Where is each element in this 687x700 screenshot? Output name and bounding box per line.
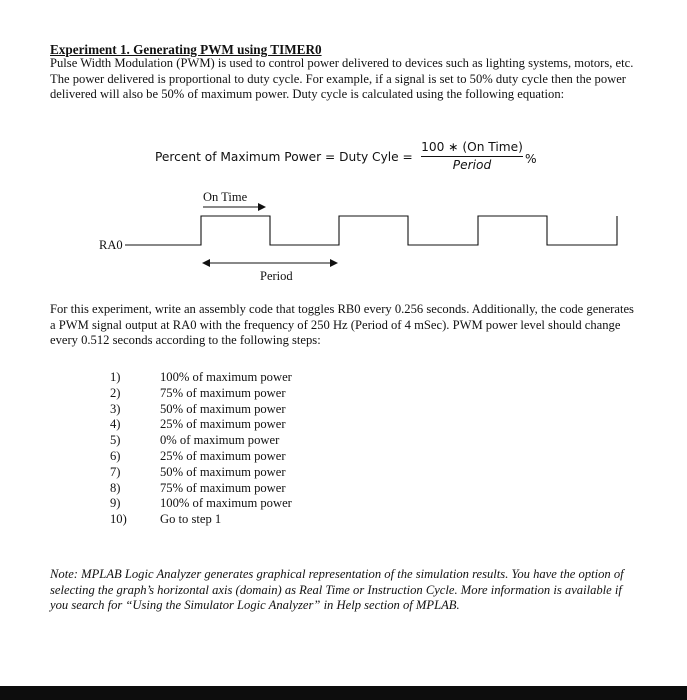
step-number: 7) [110,464,121,479]
equation-numerator: 100 ∗ (On Time) [421,140,523,154]
steps-list [110,370,370,528]
list-item [110,433,370,449]
step-number: 5) [110,433,121,448]
step-number: 3) [110,401,121,416]
equation-unit: % [525,152,537,166]
step-text: 75% of maximum power [160,385,286,400]
intro-paragraph: Pulse Width Modulation (PWM) is used to control power delivered to devices such as lighting systems, motors, etc. The power delivered is proportional to duty cycle. For example, if a signal is set to 50% duty cycle then the power delivered will also be 50% of maximum power. Duty cycle is calculated using the following equation: [50,56,634,102]
step-number: 1) [110,370,121,384]
step-text: 0% of maximum power [160,433,280,448]
step-text: 100% of maximum power [160,370,292,384]
note-paragraph: Note: MPLAB Logic Analyzer generates graphical representation of the simulation results. You have the option of selecting the graph’s horizontal axis (domain) as Real Time or Instruction Cycle. More information is available if you search for “Using the Simulator Logic Analyzer” in Help section of MPLAB. [50,567,624,613]
list-item [110,512,370,528]
step-number: 9) [110,496,121,511]
step-text: 25% of maximum power [160,448,286,463]
equation-denominator: Period [452,158,492,172]
step-text: Go to step 1 [160,512,222,527]
list-item [110,417,370,433]
list-item [110,449,370,465]
fraction-bar [421,156,523,157]
duty-cycle-equation [155,140,575,180]
list-item [110,402,370,418]
experiment-description: For this experiment, write an assembly code that toggles RB0 every 0.256 seconds. Additionally, the code generates a PWM signal output at RA0 with the frequency of 250 Hz (Period of 4 mSec). PWM power level should change every 0.512 seconds according to the following steps: [50,302,634,348]
list-item [110,370,370,386]
step-number: 4) [110,417,121,432]
bottom-bar [0,686,687,700]
step-number: 10) [110,512,127,527]
experiment-title: Experiment 1. Generating PWM using TIMER0 [50,42,322,57]
step-text: 50% of maximum power [160,464,286,479]
step-text: 50% of maximum power [160,401,286,416]
equation-lhs: Percent of Maximum Power = Duty Cyle = [155,150,413,164]
equation-fraction [421,140,523,172]
list-item [110,465,370,481]
list-item [110,481,370,497]
step-number: 6) [110,448,121,463]
on-time-label: On Time [203,190,248,204]
list-item [110,386,370,402]
step-text: 75% of maximum power [160,480,286,495]
pwm-signal-line [125,216,617,245]
list-item [110,496,370,512]
period-label: Period [260,269,293,283]
step-text: 100% of maximum power [160,496,292,511]
step-number: 2) [110,385,121,400]
signal-label: RA0 [99,238,123,252]
pwm-waveform-figure [95,184,635,290]
step-text: 25% of maximum power [160,417,286,432]
step-number: 8) [110,480,121,495]
